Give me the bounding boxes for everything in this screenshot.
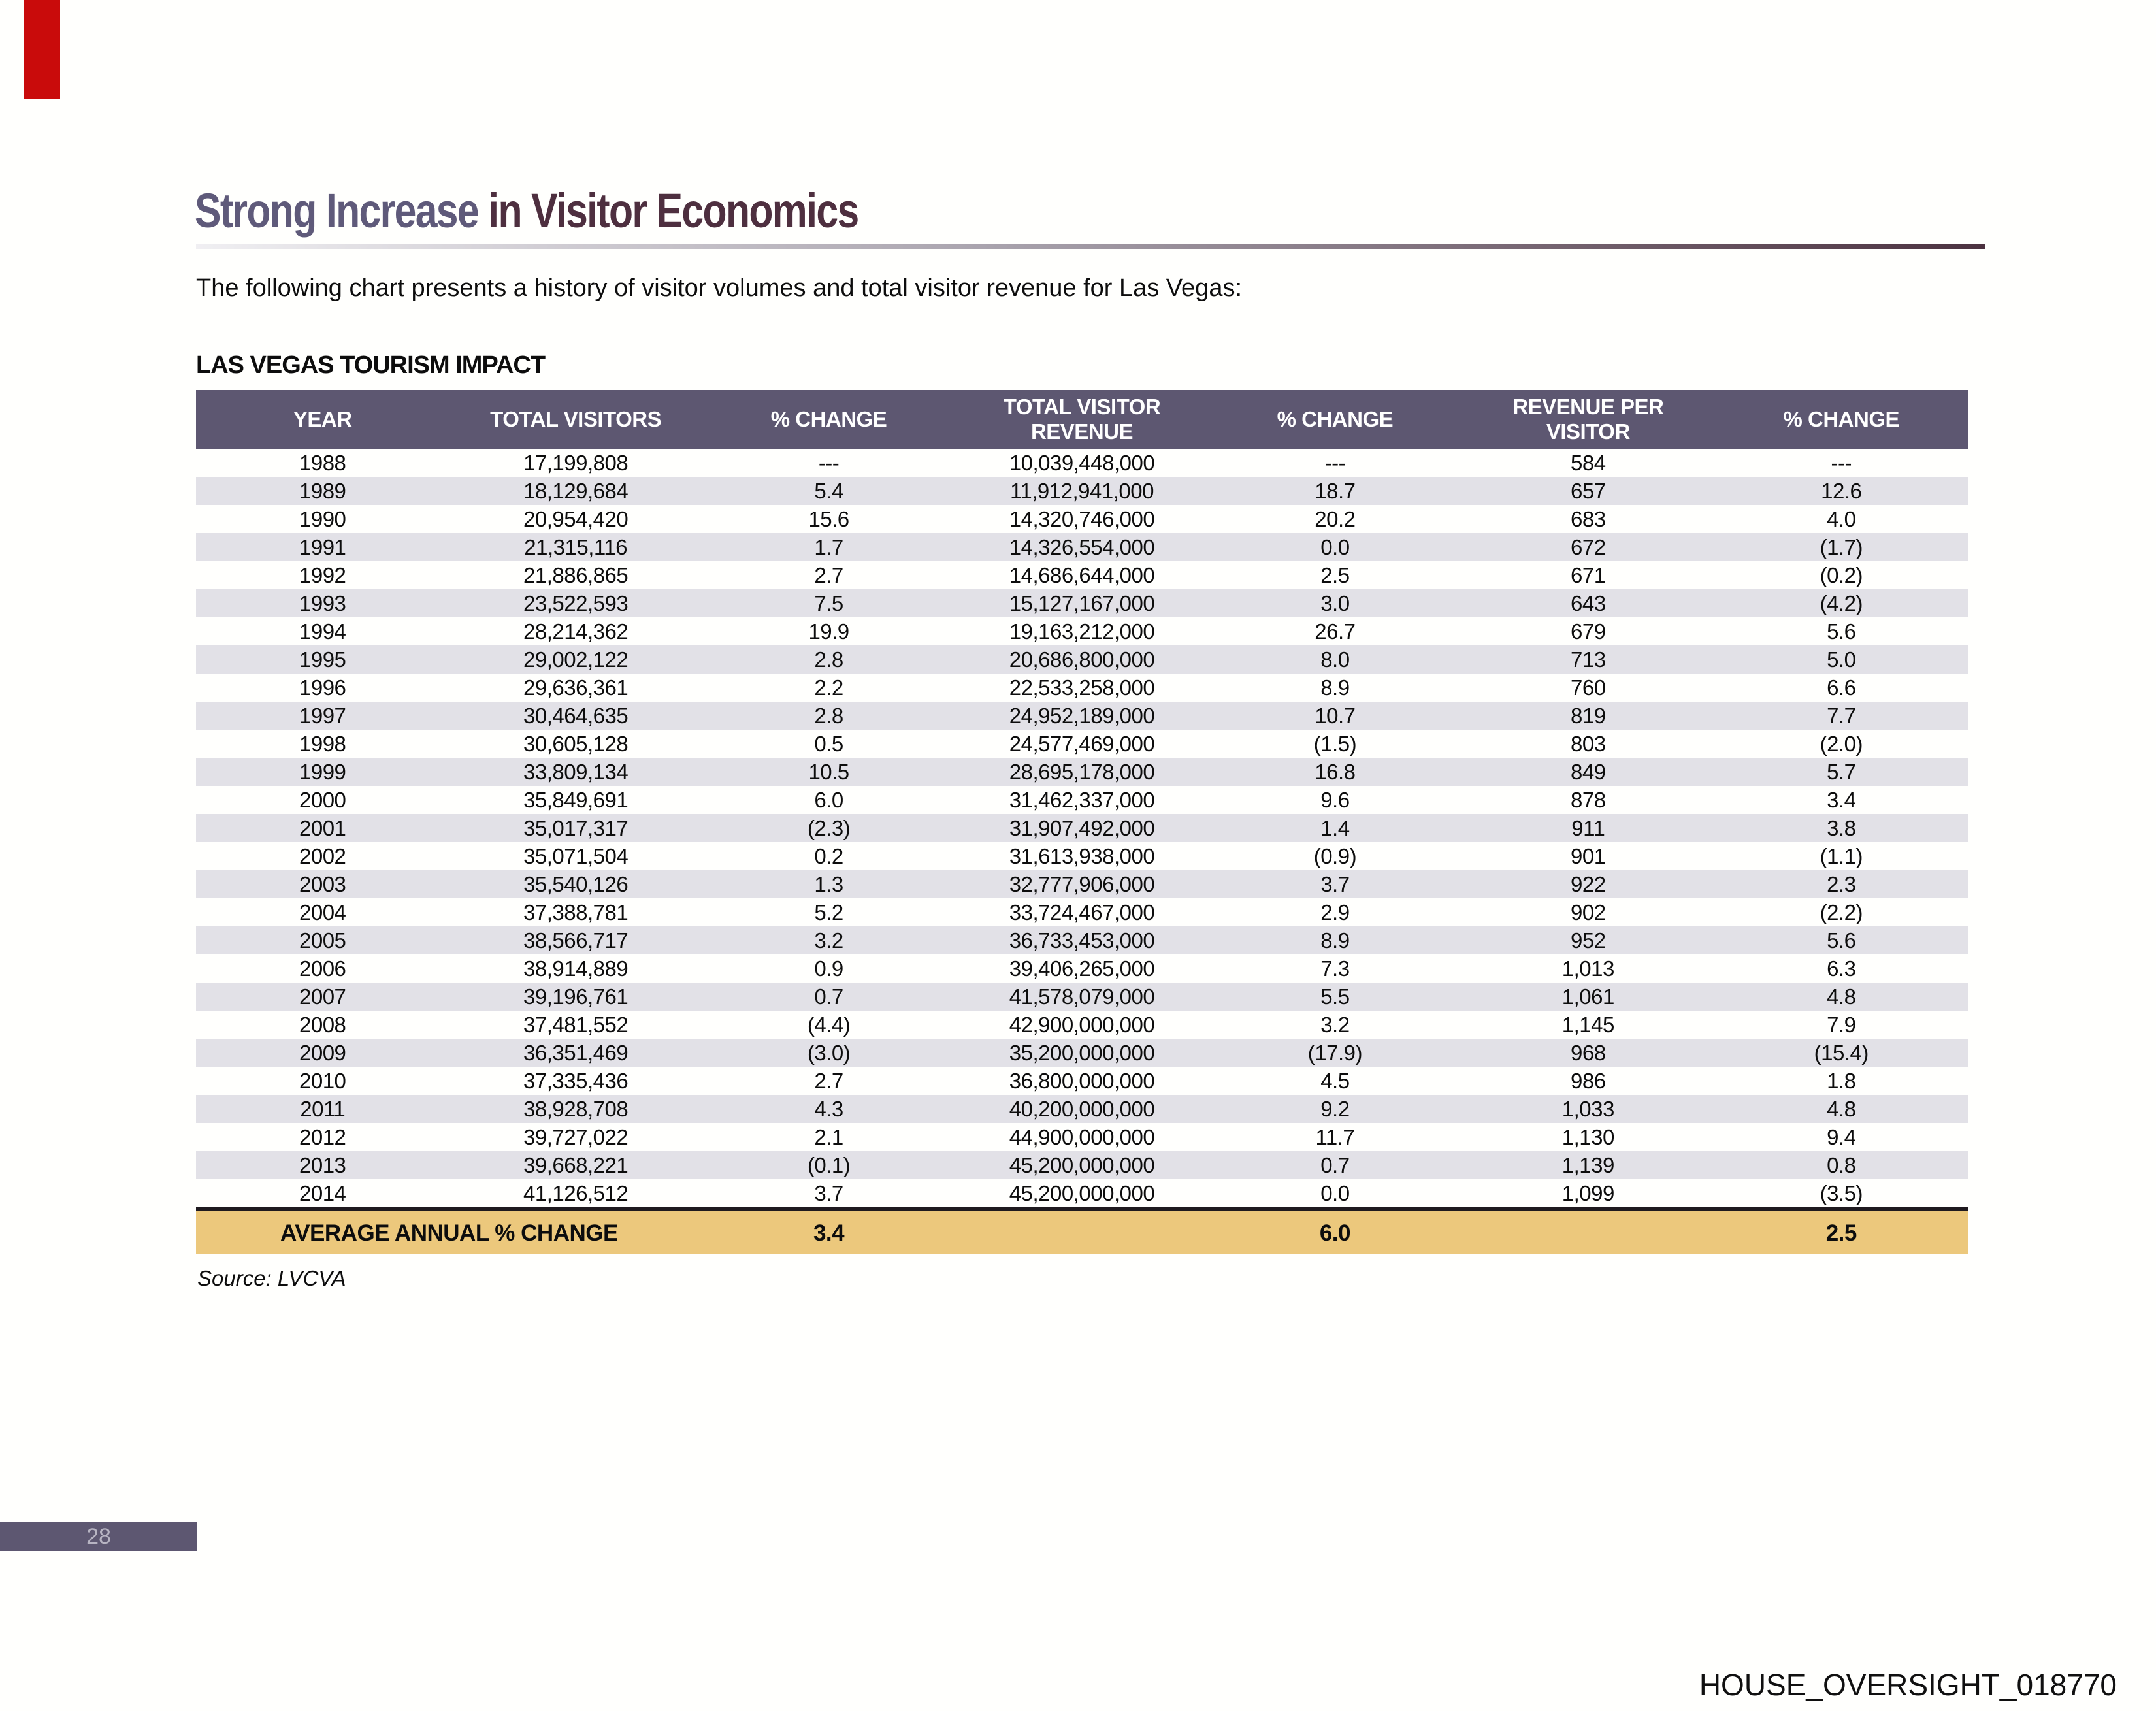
table-cell: 3.2 [1320, 1013, 1350, 1037]
table-row-2012 [196, 1123, 1968, 1151]
table-cell: 1,139 [1462, 1151, 1714, 1179]
table-cell: (15.4) [1715, 1039, 1968, 1067]
table-cell: 0.0 [1209, 533, 1462, 561]
table-cell: 4.8 [1715, 983, 1968, 1011]
table-cell: 4.8 [1715, 1095, 1968, 1123]
table-cell: 7.9 [1827, 1013, 1856, 1037]
table-cell: (3.5) [1820, 1181, 1863, 1205]
table-cell: 41,578,079,000 [955, 983, 1208, 1011]
table-cell: 2007 [196, 983, 449, 1011]
table-cell: 2000 [299, 788, 346, 812]
table-cell: 2008 [299, 1013, 346, 1037]
table-cell: 679 [1571, 619, 1606, 644]
table-cell: 2.2 [814, 676, 843, 700]
table-cell: 7.5 [702, 589, 955, 617]
table-cell: 37,481,552 [523, 1013, 629, 1037]
table-cell: 986 [1571, 1069, 1606, 1093]
table-cell: 2.7 [814, 563, 843, 587]
table-cell: (1.7) [1715, 533, 1968, 561]
table-cell: 1995 [196, 645, 449, 674]
table-cell: (0.1) [702, 1151, 955, 1179]
table-row-2009 [196, 1039, 1968, 1067]
table-cell: 11.7 [1315, 1125, 1355, 1149]
table-cell: 2014 [299, 1181, 346, 1205]
table-row-1999 [196, 758, 1968, 786]
table-cell: (1.5) [1313, 732, 1357, 756]
table-cell: 1993 [196, 589, 449, 617]
table-cell: 14,326,554,000 [955, 533, 1208, 561]
table-cell: 2.8 [702, 645, 955, 674]
table-cell: 39,727,022 [523, 1125, 629, 1149]
table-row-1998 [196, 730, 1968, 758]
table-cell: 42,900,000,000 [1009, 1013, 1155, 1037]
table-cell: 9.4 [1827, 1125, 1856, 1149]
table-cell: 20,686,800,000 [955, 645, 1208, 674]
table-cell: 7.7 [1715, 702, 1968, 730]
table-cell: 2012 [299, 1125, 346, 1149]
table-cell: 643 [1462, 589, 1714, 617]
table-cell: 4.0 [1827, 507, 1856, 531]
table-cell: 2006 [299, 956, 346, 981]
table-cell: 0.0 [1320, 1181, 1350, 1205]
table-cell: 584 [1571, 451, 1606, 475]
table-row-1989 [196, 477, 1968, 505]
title-divider [196, 244, 1985, 249]
table-row-2000 [196, 786, 1968, 814]
table-cell: 0.7 [1209, 1151, 1462, 1179]
table-cell: 28,695,178,000 [955, 758, 1208, 786]
table-cell: (0.9) [1313, 844, 1357, 868]
table-cell: 849 [1462, 758, 1714, 786]
table-cell: 3.8 [1715, 814, 1968, 842]
table-cell: 683 [1571, 507, 1606, 531]
table-cell: 39,406,265,000 [1009, 956, 1155, 981]
table-cell: 35,017,317 [449, 814, 702, 842]
table-cell: 23,522,593 [449, 589, 702, 617]
table-cell: 24,577,469,000 [1009, 732, 1155, 756]
table-cell: 819 [1462, 702, 1714, 730]
table-cell: 5.5 [1209, 983, 1462, 1011]
table-cell: 31,613,938,000 [1009, 844, 1155, 868]
table-cell: 12.6 [1715, 477, 1968, 505]
table-cell: 21,315,116 [449, 533, 702, 561]
column-header-2: % CHANGE [702, 390, 955, 449]
table-row-1993 [196, 589, 1968, 617]
table-cell: 0.7 [702, 983, 955, 1011]
table-cell: 1.4 [1209, 814, 1462, 842]
table-cell: 8.9 [1209, 926, 1462, 954]
column-header-4: % CHANGE [1209, 390, 1462, 449]
table-cell: 38,914,889 [523, 956, 629, 981]
summary-cell: 3.4 [702, 1209, 955, 1254]
column-header-6: % CHANGE [1715, 390, 1968, 449]
table-cell: 5.6 [1715, 926, 1968, 954]
tourism-impact-table [196, 390, 1968, 1254]
table-cell: 1,099 [1561, 1181, 1614, 1205]
table-cell: 33,809,134 [449, 758, 702, 786]
table-cell: 0.5 [814, 732, 843, 756]
table-cell: 11,912,941,000 [955, 477, 1208, 505]
table-body [196, 449, 1968, 1254]
table-cell: 713 [1462, 645, 1714, 674]
table-cell: 3.7 [814, 1181, 843, 1205]
table-cell: 1990 [299, 507, 346, 531]
source-note: Source: LVCVA [197, 1266, 346, 1290]
table-cell: 1,013 [1561, 956, 1614, 981]
table-cell: 36,733,453,000 [955, 926, 1208, 954]
table-cell: 2011 [196, 1095, 449, 1123]
table-cell: 922 [1462, 870, 1714, 898]
table-cell: 2.3 [1715, 870, 1968, 898]
table-cell: 3.2 [702, 926, 955, 954]
table-cell: 35,071,504 [523, 844, 629, 868]
table-cell: 6.3 [1827, 956, 1856, 981]
table-cell: 2009 [196, 1039, 449, 1067]
table-cell: 2004 [299, 900, 346, 924]
table-cell: (3.0) [702, 1039, 955, 1067]
table-cell: 24,952,189,000 [955, 702, 1208, 730]
table-row-2003 [196, 870, 1968, 898]
table-cell: 671 [1571, 563, 1606, 587]
table-cell: 5.7 [1715, 758, 1968, 786]
table-row-2013 [196, 1151, 1968, 1179]
table-cell: 1,145 [1561, 1013, 1614, 1037]
table-cell: 1994 [299, 619, 346, 644]
table-cell: (0.2) [1820, 563, 1863, 587]
table-row-1996 [196, 674, 1968, 702]
table-cell: 38,928,708 [449, 1095, 702, 1123]
column-header-5: REVENUE PER VISITOR [1462, 390, 1714, 449]
table-cell: 2.5 [1320, 563, 1350, 587]
table-row-1992 [196, 561, 1968, 589]
page-title [195, 184, 858, 238]
table-cell: 2.7 [814, 1069, 843, 1093]
column-header-3: TOTAL VISITOR REVENUE [955, 390, 1208, 449]
summary-row [196, 1209, 1968, 1254]
table-cell: 8.9 [1320, 676, 1350, 700]
table-row-1995 [196, 645, 1968, 674]
table-cell: (17.9) [1209, 1039, 1462, 1067]
table-cell: 1,061 [1462, 983, 1714, 1011]
table-cell: 5.2 [814, 900, 843, 924]
table-cell: 39,196,761 [449, 983, 702, 1011]
table-row-1997 [196, 702, 1968, 730]
table-header [196, 390, 1968, 449]
red-margin-marker [24, 0, 60, 99]
table-cell: 4.5 [1320, 1069, 1350, 1093]
table-title: LAS VEGAS TOURISM IMPACT [196, 351, 546, 379]
table-cell: 37,335,436 [523, 1069, 629, 1093]
table-row-2014 [196, 1179, 1968, 1209]
table-cell: 1.3 [702, 870, 955, 898]
table-cell: 5.4 [702, 477, 955, 505]
table-cell: 1,033 [1462, 1095, 1714, 1123]
table-cell: 952 [1462, 926, 1714, 954]
table-row-2006 [196, 954, 1968, 983]
table-cell: 4.3 [702, 1095, 955, 1123]
table-row-2010 [196, 1067, 1968, 1095]
table-cell: 2.8 [702, 702, 955, 730]
table-cell: 40,200,000,000 [955, 1095, 1208, 1123]
table-cell: 657 [1462, 477, 1714, 505]
table-cell: 5.6 [1827, 619, 1856, 644]
table-cell: 18,129,684 [449, 477, 702, 505]
table-cell: 36,800,000,000 [1009, 1069, 1155, 1093]
table-cell: 2005 [196, 926, 449, 954]
table-cell: 3.7 [1209, 870, 1462, 898]
table-cell: 38,566,717 [449, 926, 702, 954]
page-number: 28 [86, 1524, 111, 1549]
table-cell: 14,320,746,000 [1009, 507, 1155, 531]
table-cell: 35,200,000,000 [955, 1039, 1208, 1067]
table-cell: 45,200,000,000 [955, 1151, 1208, 1179]
table-row-2004 [196, 898, 1968, 926]
table-cell: 901 [1571, 844, 1606, 868]
table-row-2005 [196, 926, 1968, 954]
table-cell: (4.2) [1715, 589, 1968, 617]
summary-cell: AVERAGE ANNUAL % CHANGE [196, 1209, 702, 1254]
table-cell: 15,127,167,000 [955, 589, 1208, 617]
table-cell: 9.2 [1209, 1095, 1462, 1123]
table-cell: 1989 [196, 477, 449, 505]
table-cell: 911 [1462, 814, 1714, 842]
table-cell: 31,907,492,000 [955, 814, 1208, 842]
table-cell: 902 [1571, 900, 1606, 924]
table-cell: 9.6 [1320, 788, 1350, 812]
table-cell: 1.7 [702, 533, 955, 561]
table-cell: 803 [1571, 732, 1606, 756]
page-title-part1: Strong Increase [195, 184, 479, 238]
table-cell: 0.8 [1715, 1151, 1968, 1179]
table-cell: 1,130 [1561, 1125, 1614, 1149]
table-cell: 10.5 [702, 758, 955, 786]
table-cell: 33,724,467,000 [1009, 900, 1155, 924]
table-cell: 760 [1571, 676, 1606, 700]
table-cell: 29,636,361 [523, 676, 629, 700]
table-cell: 2001 [196, 814, 449, 842]
table-cell: (2.3) [702, 814, 955, 842]
table-cell: 0.9 [814, 956, 843, 981]
summary-cell-empty [1462, 1209, 1714, 1254]
table-cell: (2.0) [1820, 732, 1863, 756]
table-cell: 28,214,362 [523, 619, 629, 644]
table-cell: 37,388,781 [523, 900, 629, 924]
table-cell: 19.9 [808, 619, 849, 644]
table-cell: 30,464,635 [449, 702, 702, 730]
table-cell: 21,886,865 [523, 563, 629, 587]
table-cell: 35,849,691 [523, 788, 629, 812]
table-cell: (1.1) [1820, 844, 1863, 868]
table-cell: 5.0 [1715, 645, 1968, 674]
table-cell: 39,668,221 [449, 1151, 702, 1179]
table-cell: 2002 [299, 844, 346, 868]
column-header-1: TOTAL VISITORS [449, 390, 702, 449]
table-cell: 10,039,448,000 [1009, 451, 1155, 475]
table-cell: 35,540,126 [449, 870, 702, 898]
table-cell: 6.6 [1827, 676, 1856, 700]
table-cell: 0.2 [814, 844, 843, 868]
table-cell: 672 [1462, 533, 1714, 561]
table-cell: 1988 [299, 451, 346, 475]
table-cell: 2.9 [1320, 900, 1350, 924]
table-row-1994 [196, 617, 1968, 645]
table-cell: 36,351,469 [449, 1039, 702, 1067]
table-cell: 1999 [196, 758, 449, 786]
table-cell: 7.3 [1320, 956, 1350, 981]
table-row-1990 [196, 505, 1968, 533]
table-row-2008 [196, 1011, 1968, 1039]
table-cell: 15.6 [808, 507, 849, 531]
table-cell: 18.7 [1209, 477, 1462, 505]
page-number-bar [0, 1522, 197, 1551]
table-row-1991 [196, 533, 1968, 561]
table-cell: 17,199,808 [523, 451, 629, 475]
table-cell: 20.2 [1315, 507, 1356, 531]
table-cell: 2013 [196, 1151, 449, 1179]
table-cell: --- [818, 451, 840, 475]
table-cell: 1991 [196, 533, 449, 561]
summary-cell: 6.0 [1209, 1209, 1462, 1254]
table-cell: 1992 [299, 563, 346, 587]
table-cell: (2.2) [1820, 900, 1863, 924]
table-cell: 3.4 [1827, 788, 1856, 812]
table-row-2002 [196, 842, 1968, 870]
table-cell: 30,605,128 [523, 732, 629, 756]
table-cell: 20,954,420 [523, 507, 629, 531]
table-cell: 2.1 [814, 1125, 843, 1149]
table-cell: 2010 [299, 1069, 346, 1093]
table-row-2011 [196, 1095, 1968, 1123]
table-row-2001 [196, 814, 1968, 842]
table-cell: 22,533,258,000 [1009, 676, 1155, 700]
table-cell: 41,126,512 [523, 1181, 629, 1205]
table-cell: 1997 [196, 702, 449, 730]
table-cell: 26.7 [1315, 619, 1356, 644]
table-cell: --- [1831, 451, 1852, 475]
table-row-1988 [196, 449, 1968, 477]
bates-stamp: HOUSE_OVERSIGHT_018770 [1699, 1668, 2117, 1702]
table-cell: 2003 [196, 870, 449, 898]
summary-cell-empty [955, 1209, 1208, 1254]
table-cell: 3.0 [1209, 589, 1462, 617]
table-cell: 45,200,000,000 [1009, 1181, 1155, 1205]
table-row-2007 [196, 983, 1968, 1011]
table-cell: 29,002,122 [449, 645, 702, 674]
table-cell: 14,686,644,000 [1009, 563, 1155, 587]
table-cell: 968 [1462, 1039, 1714, 1067]
summary-cell: 2.5 [1715, 1209, 1968, 1254]
intro-paragraph: The following chart presents a history of visitor volumes and total visitor revenue for Las Vegas: [196, 274, 1243, 302]
table-cell: 44,900,000,000 [1009, 1125, 1155, 1149]
table-cell: 878 [1571, 788, 1606, 812]
table-cell: 32,777,906,000 [955, 870, 1208, 898]
table-header-row [196, 390, 1968, 449]
table-cell: --- [1324, 451, 1346, 475]
table-cell: (4.4) [807, 1013, 851, 1037]
page-title-part2: in Visitor Economics [478, 184, 858, 238]
table-cell: 19,163,212,000 [1009, 619, 1155, 644]
column-header-0: YEAR [196, 390, 449, 449]
table-cell: 10.7 [1209, 702, 1462, 730]
table-cell: 16.8 [1209, 758, 1462, 786]
table-cell: 1.8 [1827, 1069, 1856, 1093]
table-cell: 8.0 [1209, 645, 1462, 674]
table-cell: 6.0 [814, 788, 843, 812]
table-cell: 1996 [299, 676, 346, 700]
table-cell: 31,462,337,000 [1009, 788, 1155, 812]
table-cell: 1998 [299, 732, 346, 756]
